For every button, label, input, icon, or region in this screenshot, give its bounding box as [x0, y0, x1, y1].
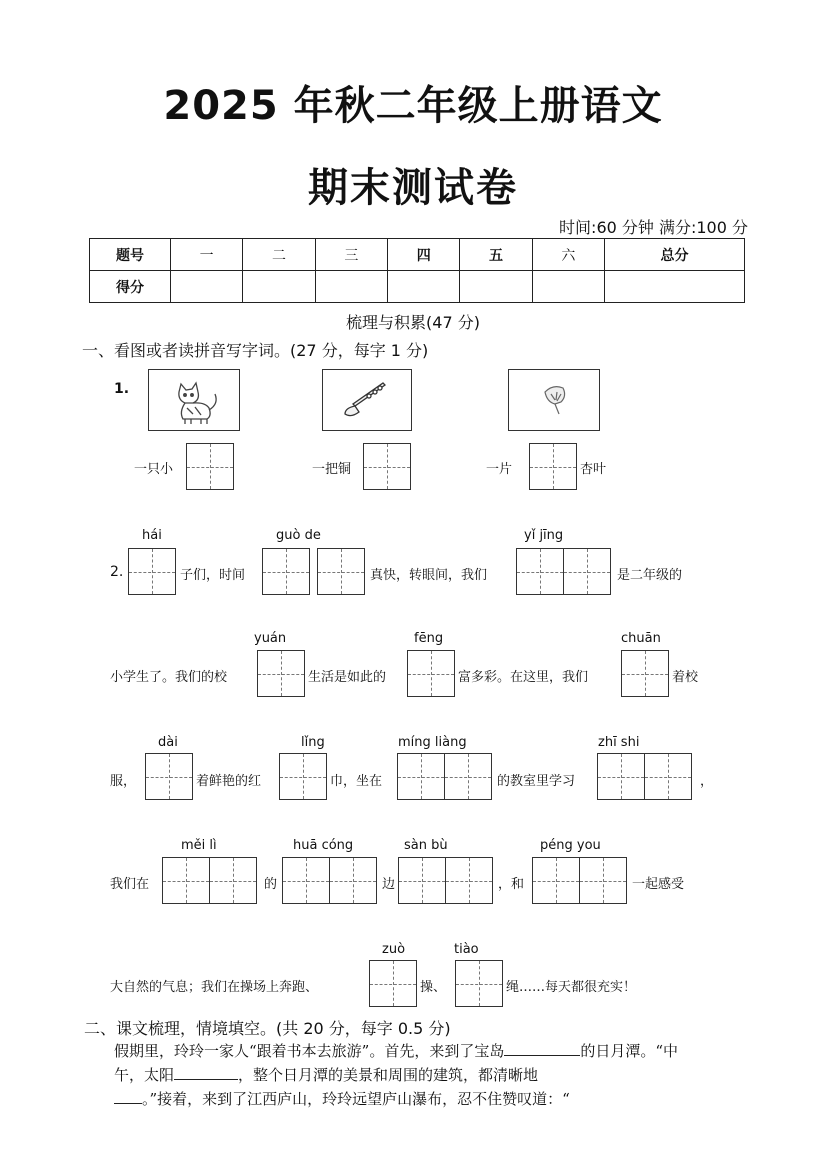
answer-cell[interactable] — [516, 548, 564, 595]
question-number: 1. — [114, 381, 130, 397]
passage-text: ，和 — [498, 877, 525, 892]
answer-grid[interactable] — [262, 548, 310, 595]
passage-text: 生活是如此的 — [308, 670, 387, 685]
time-score-info: 时间:60 分钟 满分:100 分 — [559, 218, 748, 237]
score-table-header-row — [90, 239, 745, 271]
answer-cell[interactable] — [186, 443, 234, 490]
passage-text: 一起感受 — [632, 877, 685, 892]
answer-grid[interactable] — [455, 960, 503, 1007]
answer-cell[interactable] — [317, 548, 365, 595]
paragraph-line — [114, 1064, 538, 1085]
answer-cell[interactable] — [621, 650, 669, 697]
answer-cell[interactable] — [397, 753, 445, 800]
passage-text: 真快，转眼间，我们 — [370, 568, 488, 583]
passage-text: 是二年级的 — [617, 568, 683, 583]
answer-cell[interactable] — [529, 443, 577, 490]
pinyin-label: sàn bù — [404, 838, 448, 853]
page-subtitle: 期末测试卷 — [308, 165, 518, 211]
pinyin-label: guò de — [276, 528, 321, 543]
passage-text: 我们在 — [110, 877, 150, 892]
passage-text: 着鲜艳的红 — [196, 774, 262, 789]
answer-grid[interactable] — [407, 650, 455, 697]
page-title: 2025 年秋二年级上册语文 — [163, 83, 663, 129]
answer-cell[interactable] — [279, 753, 327, 800]
paragraph-text: 假期里，玲玲一家人“跟着书本去旅游”。首先，来到了宝岛 — [114, 1042, 505, 1060]
question-number: 2. — [110, 564, 124, 580]
pinyin-label: chuān — [621, 631, 661, 646]
answer-cell[interactable] — [128, 548, 176, 595]
score-input-cell[interactable] — [243, 271, 315, 303]
answer-cell[interactable] — [209, 857, 257, 904]
passage-text: ， — [700, 774, 714, 789]
answer-grid[interactable] — [597, 753, 692, 800]
ginkgo-leaf-icon — [508, 369, 600, 431]
answer-cell[interactable] — [563, 548, 611, 595]
score-input-cell[interactable] — [315, 271, 387, 303]
pinyin-label: zhī shi — [598, 735, 640, 750]
q1-item-prefix: 一只小 — [134, 462, 174, 477]
pinyin-label: tiào — [454, 942, 479, 957]
passage-text: 着校 — [672, 670, 699, 685]
answer-grid[interactable] — [162, 857, 257, 904]
answer-grid[interactable] — [621, 650, 669, 697]
paragraph-text: ，整个日月潭的美景和周围的建筑，都清晰地 — [238, 1066, 539, 1084]
question-1-heading: 一、看图或者读拼音写字词。(27 分，每字 1 分) — [82, 341, 429, 360]
score-input-cell[interactable] — [532, 271, 604, 303]
pinyin-label: péng you — [540, 838, 601, 853]
q1-item-suffix: 杏叶 — [580, 462, 607, 477]
score-table — [89, 238, 745, 303]
answer-grid[interactable] — [369, 960, 417, 1007]
pinyin-label: zuò — [382, 942, 406, 957]
answer-cell[interactable] — [455, 960, 503, 1007]
passage-text: 的教室里学习 — [497, 774, 576, 789]
passage-text: 的 — [264, 877, 278, 892]
answer-cell[interactable] — [262, 548, 310, 595]
answer-grid[interactable] — [363, 443, 411, 490]
answer-grid[interactable] — [317, 548, 365, 595]
answer-cell[interactable] — [444, 753, 492, 800]
pinyin-label: huā cóng — [293, 838, 354, 853]
answer-grid[interactable] — [397, 753, 492, 800]
answer-cell[interactable] — [597, 753, 645, 800]
score-table-cell: 四 — [388, 239, 460, 271]
score-table-cell: 总分 — [605, 239, 745, 271]
question-2-heading: 二、课文梳理，情境填空。(共 20 分，每字 0.5 分) — [84, 1019, 451, 1038]
passage-text: 服， — [110, 774, 137, 789]
score-table-cell: 题号 — [90, 239, 171, 271]
answer-grid[interactable] — [282, 857, 377, 904]
answer-grid[interactable] — [516, 548, 611, 595]
pinyin-label: yǐ jīng — [524, 528, 564, 543]
answer-cell[interactable] — [398, 857, 446, 904]
fill-blank[interactable] — [114, 1103, 142, 1104]
answer-cell[interactable] — [445, 857, 493, 904]
score-table-score-row — [90, 271, 745, 303]
passage-text: 绳……每天都很充实！ — [506, 980, 637, 995]
answer-cell[interactable] — [407, 650, 455, 697]
passage-text: 小学生了。我们的校 — [110, 670, 228, 685]
answer-cell[interactable] — [329, 857, 377, 904]
score-table-cell: 一 — [171, 239, 243, 271]
fill-blank[interactable] — [174, 1079, 238, 1080]
score-table-cell: 二 — [243, 239, 315, 271]
answer-cell[interactable] — [579, 857, 627, 904]
score-input-cell[interactable] — [171, 271, 243, 303]
q1-item-prefix: 一把铜 — [312, 462, 352, 477]
pinyin-label: hái — [142, 528, 162, 543]
pinyin-label: dài — [158, 735, 178, 750]
answer-grid[interactable] — [529, 443, 577, 490]
cat-icon — [148, 369, 240, 431]
score-table-cell: 五 — [460, 239, 532, 271]
paragraph-text: 的日月潭。“中 — [580, 1042, 679, 1060]
answer-cell[interactable] — [162, 857, 210, 904]
answer-grid[interactable] — [145, 753, 193, 800]
answer-grid[interactable] — [186, 443, 234, 490]
score-table-cell: 六 — [532, 239, 604, 271]
answer-grid[interactable] — [257, 650, 305, 697]
passage-text: 边 — [382, 877, 396, 892]
score-input-cell[interactable] — [388, 271, 460, 303]
paragraph-text: 。”接着，来到了江西庐山，玲玲远望庐山瀑布，忍不住赞叹道：“ — [142, 1090, 570, 1108]
passage-text: 大自然的气息；我们在操场上奔跑、 — [110, 980, 319, 995]
answer-cell[interactable] — [369, 960, 417, 1007]
score-table-cell: 三 — [315, 239, 387, 271]
score-table-cell: 得分 — [90, 271, 171, 303]
answer-cell[interactable] — [532, 857, 580, 904]
passage-text: 操、 — [420, 980, 447, 995]
answer-grid[interactable] — [532, 857, 627, 904]
fill-blank[interactable] — [504, 1055, 580, 1056]
answer-grid[interactable] — [279, 753, 327, 800]
answer-grid[interactable] — [398, 857, 493, 904]
answer-cell[interactable] — [145, 753, 193, 800]
answer-cell[interactable] — [257, 650, 305, 697]
paragraph-line — [114, 1040, 678, 1061]
pinyin-label: yuán — [254, 631, 287, 646]
pinyin-label: míng liàng — [398, 735, 467, 750]
pinyin-label: měi lì — [181, 838, 217, 853]
answer-cell[interactable] — [363, 443, 411, 490]
passage-text: 子们，时间 — [180, 568, 246, 583]
pinyin-label: fēng — [414, 631, 444, 646]
answer-cell[interactable] — [282, 857, 330, 904]
pinyin-label: lǐng — [301, 735, 325, 750]
passage-text: 富多彩。在这里，我们 — [458, 670, 589, 685]
trumpet-icon — [322, 369, 412, 431]
score-input-cell[interactable] — [460, 271, 532, 303]
answer-cell[interactable] — [644, 753, 692, 800]
paragraph-line — [114, 1088, 570, 1109]
answer-grid[interactable] — [128, 548, 176, 595]
paragraph-text: 午，太阳 — [114, 1066, 175, 1084]
section-title: 梳理与积累(47 分) — [346, 313, 480, 332]
score-input-cell[interactable] — [605, 271, 745, 303]
passage-text: 巾，坐在 — [330, 774, 383, 789]
q1-item-prefix: 一片 — [486, 462, 513, 477]
